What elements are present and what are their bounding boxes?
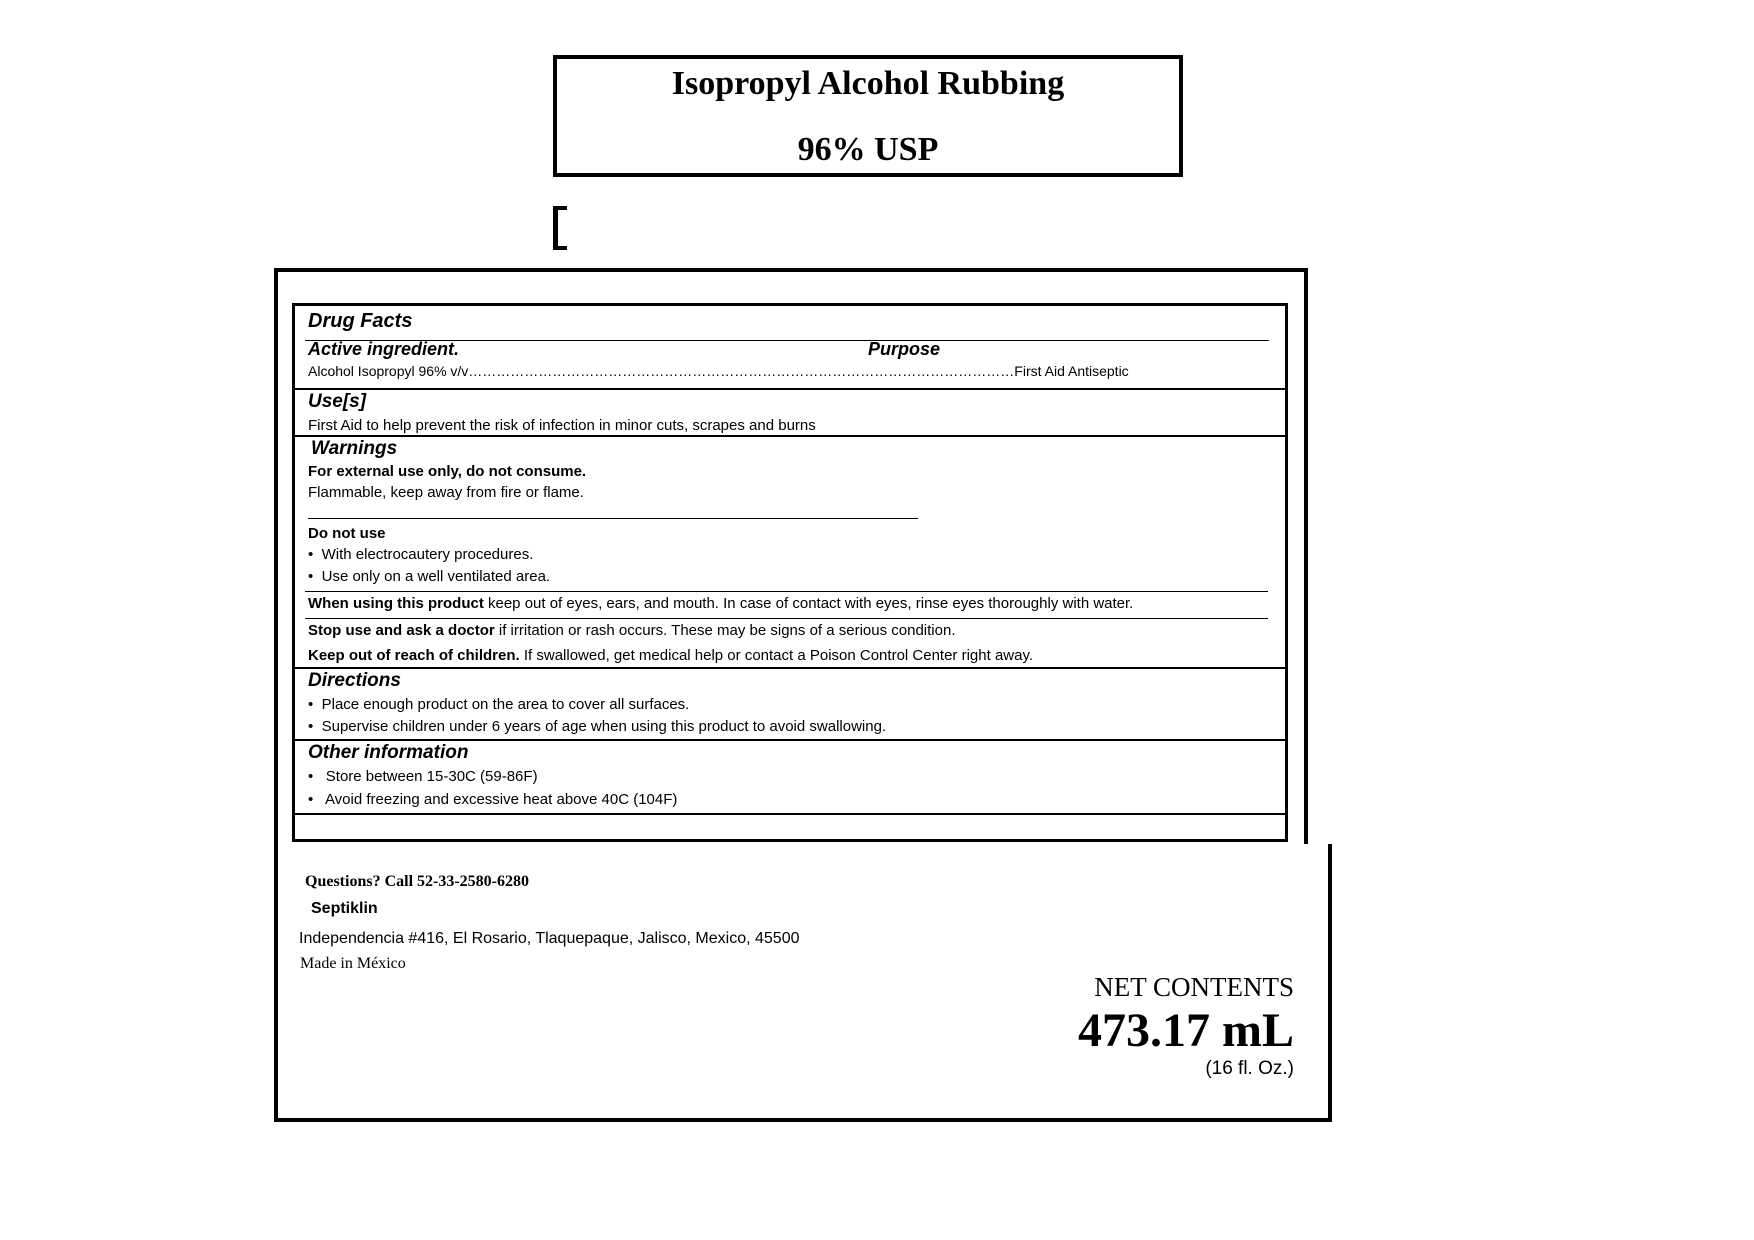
divider bbox=[305, 591, 1268, 592]
product-title-box bbox=[553, 55, 1183, 177]
stop-use-text: Stop use and ask a doctor if irritation or rash occurs. These may be signs of a serious condition. bbox=[308, 622, 956, 639]
list-item: • Store between 15-30C (59-86F) bbox=[308, 768, 538, 785]
warnings-heading: Warnings bbox=[311, 438, 398, 459]
divider bbox=[295, 739, 1285, 741]
company-name: Septiklin bbox=[311, 900, 378, 917]
purpose-heading: Purpose bbox=[868, 339, 941, 359]
company-address: Independencia #416, El Rosario, Tlaquepaque, Jalisco, Mexico, 45500 bbox=[299, 930, 800, 947]
divider bbox=[308, 518, 918, 519]
made-in: Made in México bbox=[300, 955, 406, 972]
divider bbox=[295, 667, 1285, 669]
directions-heading: Directions bbox=[308, 670, 401, 691]
drug-facts-heading: Drug Facts bbox=[308, 310, 413, 332]
flammable-warning: Flammable, keep away from fire or flame. bbox=[308, 484, 584, 501]
uses-heading: Use[s] bbox=[308, 391, 367, 412]
questions-phone: Questions? Call 52-33-2580-6280 bbox=[305, 873, 529, 890]
divider bbox=[295, 388, 1285, 390]
external-use-warning: For external use only, do not consume. bbox=[308, 463, 587, 480]
panel-border-right-lower bbox=[1328, 844, 1332, 1122]
keep-out-text: Keep out of reach of children. If swallowed, get medical help or contact a Poison Control Center right away. bbox=[308, 647, 1034, 664]
drug-facts-box bbox=[292, 303, 1288, 842]
do-not-use-heading: Do not use bbox=[308, 525, 386, 542]
panel-border-right-upper bbox=[1304, 268, 1308, 844]
list-item: • Place enough product on the area to cover all surfaces. bbox=[308, 696, 690, 713]
divider bbox=[295, 435, 1285, 437]
uses-text: First Aid to help prevent the risk of infection in minor cuts, scrapes and burns bbox=[308, 417, 816, 434]
product-title: Isopropyl Alcohol Rubbing bbox=[671, 65, 1065, 102]
list-item: • With electrocautery procedures. bbox=[308, 546, 534, 563]
bracket-mark bbox=[553, 206, 567, 250]
divider bbox=[295, 813, 1285, 815]
list-item: • Use only on a well ventilated area. bbox=[308, 568, 551, 585]
other-information-heading: Other information bbox=[308, 742, 469, 763]
when-using-text: When using this product keep out of eyes, ears, and mouth. In case of contact with eyes, rinse eyes thoroughly with water. bbox=[308, 595, 1134, 612]
panel-border-bottom bbox=[274, 1118, 1332, 1122]
active-ingredient-row: Alcohol Isopropyl 96% v/v………………………………………………………………………………………………………First Aid Antiseptic bbox=[308, 363, 1129, 379]
list-item: • Supervise children under 6 years of age when using this product to avoid swallowing. bbox=[308, 718, 887, 735]
panel-border-left bbox=[274, 268, 278, 1122]
divider bbox=[305, 618, 1268, 619]
active-ingredient-heading: Active ingredient. bbox=[308, 339, 460, 359]
net-contents-ounces: (16 fl. Oz.) bbox=[1205, 1058, 1294, 1079]
list-item: • Avoid freezing and excessive heat above 40C (104F) bbox=[308, 791, 678, 808]
product-concentration: 96% USP bbox=[797, 131, 939, 168]
net-contents-label: NET CONTENTS bbox=[1094, 972, 1294, 1002]
panel-border-top bbox=[274, 268, 1308, 272]
net-contents-volume: 473.17 mL bbox=[1078, 1004, 1294, 1057]
